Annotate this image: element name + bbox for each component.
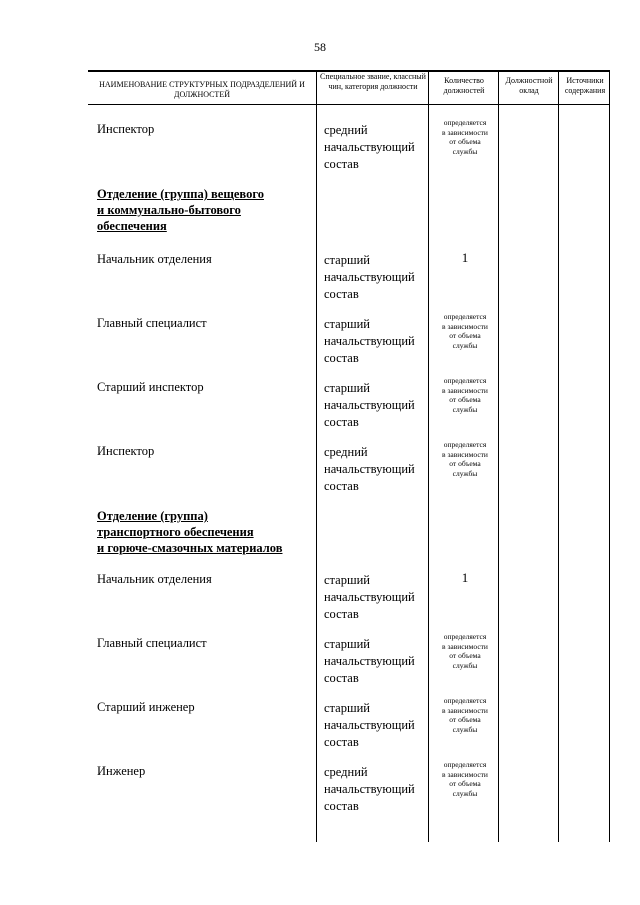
position-count: 1	[461, 250, 469, 265]
position-count-note-line: от объема	[449, 651, 481, 660]
position-count-note-line: от объема	[449, 715, 481, 724]
position-name: Главный специалист	[97, 316, 207, 330]
section-heading-line: Отделение (группа)	[97, 509, 208, 523]
position-count-note-line: службы	[452, 340, 478, 350]
position-count-note-line: определяется	[443, 118, 487, 127]
rank-category-line: начальствующий	[324, 334, 415, 348]
section-heading	[97, 186, 264, 234]
page-number: 58	[314, 40, 326, 54]
rank-category-line: старший	[324, 317, 370, 331]
rank-category	[324, 316, 434, 367]
position-name: Старший инженер	[97, 700, 195, 714]
rank-category-line: старший	[324, 253, 370, 267]
rank-category-line: начальствующий	[324, 270, 415, 284]
position-count-note	[432, 312, 498, 350]
rank-category-line: средний	[324, 123, 368, 137]
rank-category-line: состав	[324, 157, 359, 171]
rank-category-line: начальствующий	[324, 462, 415, 476]
rank-category-line: начальствующий	[324, 782, 415, 796]
position-count-note-line: определяется	[443, 440, 487, 449]
position-count-note-line: в зависимости	[442, 449, 488, 459]
position-name: Главный специалист	[97, 636, 207, 650]
position-count-note-line: определяется	[443, 312, 487, 321]
rank-category	[324, 636, 434, 687]
section-heading-line: обеспечения	[97, 219, 167, 233]
rank-category-line: начальствующий	[324, 140, 415, 154]
rank-category-line: состав	[324, 479, 359, 493]
column-divider	[498, 70, 499, 842]
section-heading-line: и горюче-смазочных материалов	[97, 541, 283, 555]
position-name: Инспектор	[97, 444, 155, 458]
rank-category-line: старший	[324, 573, 370, 587]
position-count-note-line: службы	[452, 724, 478, 734]
position-count-note-line: от объема	[449, 779, 481, 788]
position-count-note	[432, 632, 498, 670]
position-count-note-line: в зависимости	[442, 321, 488, 331]
section-heading	[97, 508, 282, 556]
rank-category	[324, 572, 434, 623]
position-count-note-line: определяется	[443, 632, 487, 641]
rank-category-line: состав	[324, 671, 359, 685]
position-count-note	[432, 376, 498, 414]
position-count-note-line: определяется	[443, 760, 487, 769]
rank-category	[324, 252, 434, 303]
column-divider	[316, 70, 317, 842]
header-rank-category: Специальное звание, классный чин, категория должности	[320, 72, 426, 91]
rank-category-line: старший	[324, 381, 370, 395]
rank-category-line: начальствующий	[324, 398, 415, 412]
position-count-note-line: в зависимости	[442, 127, 488, 137]
position-name: Начальник отделения	[97, 252, 212, 266]
position-count-note	[432, 118, 498, 156]
section-heading-line: транспортного обеспечения	[97, 525, 254, 539]
position-count-note-line: в зависимости	[442, 705, 488, 715]
position-count-note	[432, 696, 498, 734]
position-count-note-line: определяется	[443, 376, 487, 385]
position-name: Старший инспектор	[97, 380, 204, 394]
rank-category-line: средний	[324, 445, 368, 459]
rank-category	[324, 122, 434, 173]
position-count-note-line: службы	[452, 660, 478, 670]
rank-category-line: состав	[324, 799, 359, 813]
position-count-note-line: в зависимости	[442, 385, 488, 395]
header-structural-units: НАИМЕНОВАНИЕ СТРУКТУРНЫХ ПОДРАЗДЕЛЕНИЙ И ДОЛЖНОСТЕЙ	[99, 80, 305, 99]
rank-category-line: состав	[324, 735, 359, 749]
position-count-note-line: в зависимости	[442, 641, 488, 651]
rank-category-line: начальствующий	[324, 590, 415, 604]
position-name: Инженер	[97, 764, 146, 778]
position-count-note-line: определяется	[443, 696, 487, 705]
header-bottom-border	[88, 104, 610, 105]
column-divider	[558, 70, 559, 842]
position-count-note-line: службы	[452, 788, 478, 798]
rank-category-line: состав	[324, 351, 359, 365]
position-count-note	[432, 760, 498, 798]
rank-category-line: начальствующий	[324, 654, 415, 668]
position-count-note-line: от объема	[449, 331, 481, 340]
section-heading-line: и коммунально-бытового	[97, 203, 241, 217]
position-name: Начальник отделения	[97, 572, 212, 586]
rank-category-line: состав	[324, 287, 359, 301]
header-funding-source: Источники содержания	[564, 76, 606, 95]
column-divider	[609, 70, 610, 842]
rank-category	[324, 380, 434, 431]
rank-category-line: состав	[324, 607, 359, 621]
position-count-note-line: службы	[452, 468, 478, 478]
rank-category-line: старший	[324, 701, 370, 715]
position-name: Инспектор	[97, 122, 155, 136]
position-count: 1	[461, 570, 469, 585]
position-count-note-line: от объема	[449, 459, 481, 468]
position-count-note	[432, 440, 498, 478]
position-count-note-line: от объема	[449, 137, 481, 146]
position-count-note-line: в зависимости	[442, 769, 488, 779]
section-heading-line: Отделение (группа) вещевого	[97, 187, 264, 201]
position-count-note-line: службы	[452, 404, 478, 414]
rank-category-line: начальствующий	[324, 718, 415, 732]
rank-category-line: состав	[324, 415, 359, 429]
rank-category	[324, 764, 434, 815]
rank-category	[324, 700, 434, 751]
position-count-note-line: службы	[452, 146, 478, 156]
header-salary: Должностной оклад	[505, 76, 553, 95]
header-position-count: Количество должностей	[443, 76, 485, 95]
rank-category	[324, 444, 434, 495]
rank-category-line: средний	[324, 765, 368, 779]
position-count-note-line: от объема	[449, 395, 481, 404]
rank-category-line: старший	[324, 637, 370, 651]
